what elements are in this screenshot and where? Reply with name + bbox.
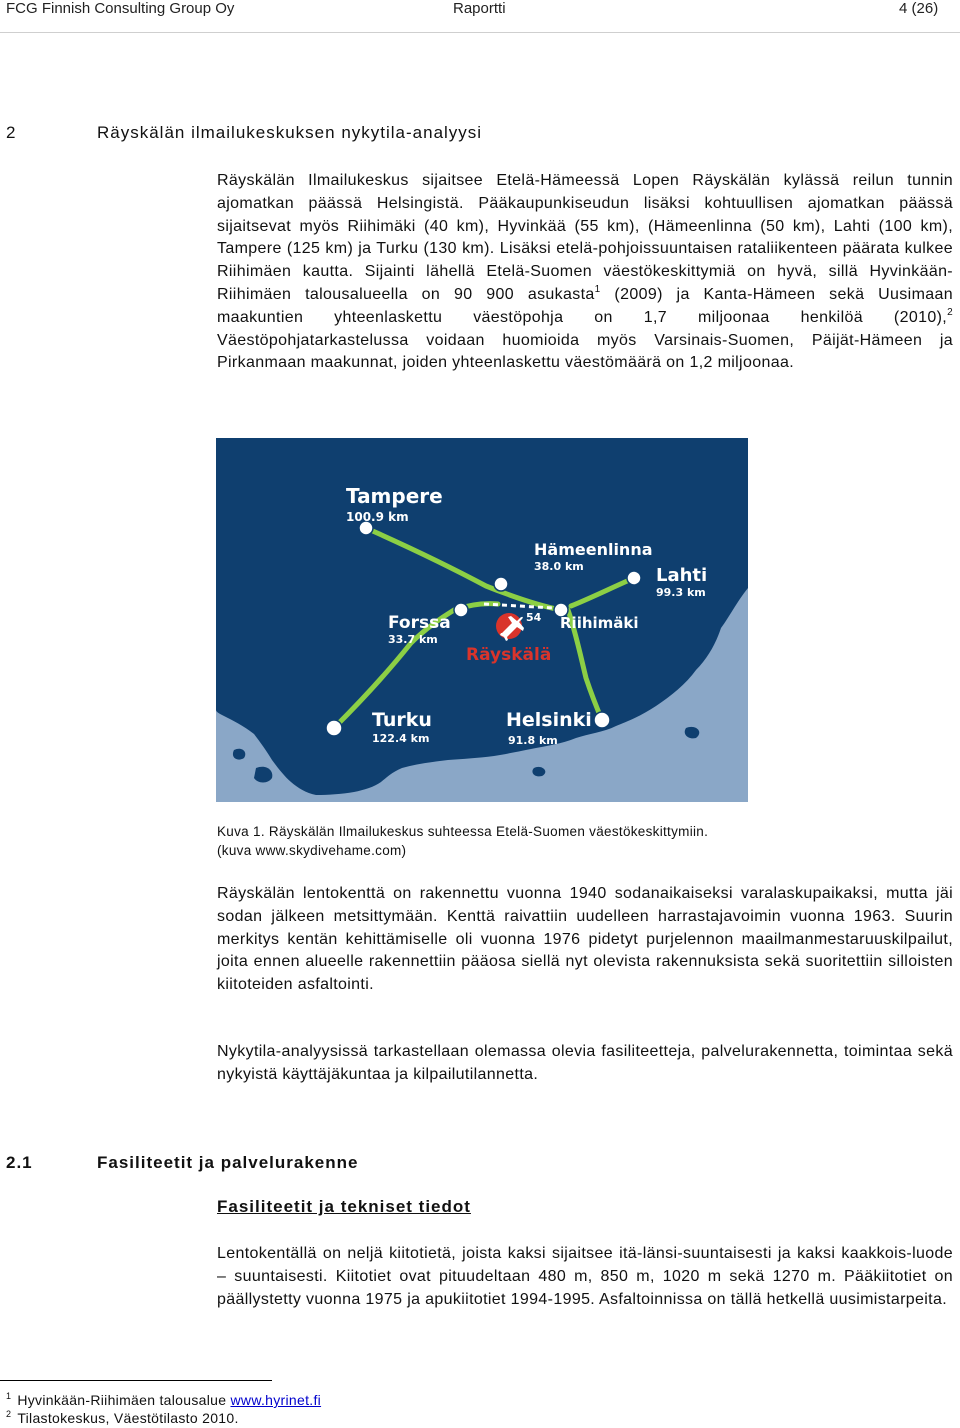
history-text: Räyskälän lentokenttä on rakennettu vuonna 1940 sodanaikaiseksi varalaskupaikaksi, mutta jäi sodan jälkeen metsittymään. Kenttä raivattiin uudelleen harrastajavoimin vuonna 1963. Suurin merkitys kentän kehittämiselle oli vuonna 1976 pidetyt purjelennon maailmanmestaruuskilpailut, joita ennen alueelle rakennettiin pääosa siellä nyt olevista rakennuksista sekä suoritettiin silloisten kiitoteiden asfaltointi. bbox=[217, 885, 953, 994]
city-dot-turku bbox=[326, 720, 342, 736]
section-number: 2 bbox=[6, 123, 17, 142]
city-label-turku: Turku bbox=[372, 709, 432, 731]
city-label-forssa: Forssa bbox=[388, 613, 451, 633]
map-island-2 bbox=[233, 749, 245, 760]
footnote-ref-2[interactable]: 2 bbox=[947, 306, 953, 318]
city-distance-turku: 122.4 km bbox=[372, 732, 430, 745]
footnote-ref-1[interactable]: 1 bbox=[594, 283, 601, 295]
airport-label: Räyskälä bbox=[466, 645, 552, 665]
city-dot-lahti bbox=[627, 571, 641, 585]
city-distance-helsinki: 91.8 km bbox=[508, 734, 558, 747]
city-label-riihimaki: Riihimäki bbox=[560, 614, 639, 632]
page-header bbox=[0, 0, 960, 22]
runways-paragraph bbox=[217, 1243, 953, 1311]
city-distance-tampere: 100.9 km bbox=[346, 510, 409, 524]
subsection-title: Fasiliteetit ja palvelurakenne bbox=[97, 1153, 359, 1172]
city-label-hameenlinna: Hämeenlinna bbox=[534, 540, 653, 559]
caption-line-2: (kuva www.skydivehame.com) bbox=[217, 843, 407, 858]
city-distance-forssa: 33.7 km bbox=[388, 633, 438, 646]
intro-paragraph bbox=[217, 170, 953, 375]
intro-text-a: Räyskälän Ilmailukeskus sijaitsee Etelä-Hämeessä Lopen Räyskälän kylässä reilun tunnin ajomatkan päässä Helsingistä. Pääkaupunkiseudun lisäksi kohtuullisen ajomatkan päässä sijaitsevat myös Riihimäki (40 km), Hyvinkää (55 km), (Hämeenlinna (50 km), Lahti (100 km), Tampere (125 km) ja Turku (130 km). Lisäksi etelä-pohjoissuuntaisen rataliikenteen päärata kulkee Riihimäen kautta. Sijainti lähellä Etelä-Suomen väestökeskittymiä on hyvä, sillä Hyvinkään-Riihimäen talousalueella on 90 900 asukasta bbox=[217, 172, 953, 303]
footnote-divider bbox=[0, 1380, 272, 1381]
location-map bbox=[216, 438, 748, 802]
header-company: FCG Finnish Consulting Group Oy bbox=[6, 0, 235, 17]
subsection-number: 2.1 bbox=[6, 1153, 33, 1172]
footnote-1-text: Hyvinkään-Riihimäen talousalue bbox=[17, 1392, 231, 1408]
header-page-number: 4 (26) bbox=[899, 0, 939, 17]
city-dot-helsinki bbox=[594, 712, 610, 728]
intro-text-b: (2009) ja Kanta-Hämeen sekä Uusimaan maakuntien yhteenlaskettu väestöpohja on 1,7 miljoonaa henkilöä (2010), bbox=[217, 285, 953, 326]
footnote-2-text: Tilastokeskus, Väestötilasto 2010. bbox=[17, 1410, 239, 1426]
city-distance-hameenlinna: 38.0 km bbox=[534, 560, 584, 573]
footnote-2-number: 2 bbox=[6, 1409, 12, 1419]
figure-caption bbox=[217, 822, 708, 860]
analysis-text: Nykytila-analyysissä tarkastellaan olemassa olevia fasiliteetteja, palvelurakennetta, toimintaa sekä nykyistä käyttäjäkuntaa ja kilpailutilannetta. bbox=[217, 1043, 953, 1083]
runways-text: Lentokentällä on neljä kiitotietä, joista kaksi sijaitsee itä-länsi-suuntaisesti ja kaksi kaakkois-luode – suuntaisesti. Kiitotiet ovat pituudeltaan 480 m, 850 m, 1020 m sekä 1270 m. Pääkiitotiet on päällystetty vuonna 1975 ja apukiitotiet 1994-1995. Asfaltoinnissa on tällä hetkellä uusimistarpeita. bbox=[217, 1245, 953, 1308]
road-number-label: 54 bbox=[526, 611, 542, 624]
city-label-helsinki: Helsinki bbox=[506, 709, 592, 731]
footnote-1 bbox=[6, 1392, 321, 1408]
subheading-facilities: Fasiliteetit ja tekniset tiedot bbox=[217, 1197, 471, 1216]
header-doc-type: Raportti bbox=[453, 0, 506, 17]
caption-line-1: Kuva 1. Räyskälän Ilmailukeskus suhteessa Etelä-Suomen väestökeskittymiin. bbox=[217, 824, 709, 839]
intro-text-c: Väestöpohjatarkastelussa voidaan huomioida myös Varsinais-Suomen, Päijät-Hämeen ja Pirkanmaan maakunnat, joiden yhteenlaskettu väestömäärä on 1,2 miljoonaa. bbox=[217, 331, 953, 372]
footnote-2 bbox=[6, 1410, 239, 1426]
city-label-tampere: Tampere bbox=[346, 484, 443, 508]
section-title: Räyskälän ilmailukeskuksen nykytila-analyysi bbox=[97, 123, 483, 142]
footnote-1-number: 1 bbox=[6, 1391, 12, 1401]
city-label-lahti: Lahti bbox=[656, 565, 708, 586]
city-dot-forssa bbox=[454, 603, 468, 617]
city-distance-lahti: 99.3 km bbox=[656, 586, 706, 599]
footnote-1-link[interactable]: www.hyrinet.fi bbox=[230, 1392, 322, 1408]
city-dot-hameenlinna bbox=[494, 577, 508, 591]
header-divider bbox=[0, 32, 960, 33]
analysis-paragraph bbox=[217, 1041, 953, 1087]
history-paragraph bbox=[217, 883, 953, 997]
